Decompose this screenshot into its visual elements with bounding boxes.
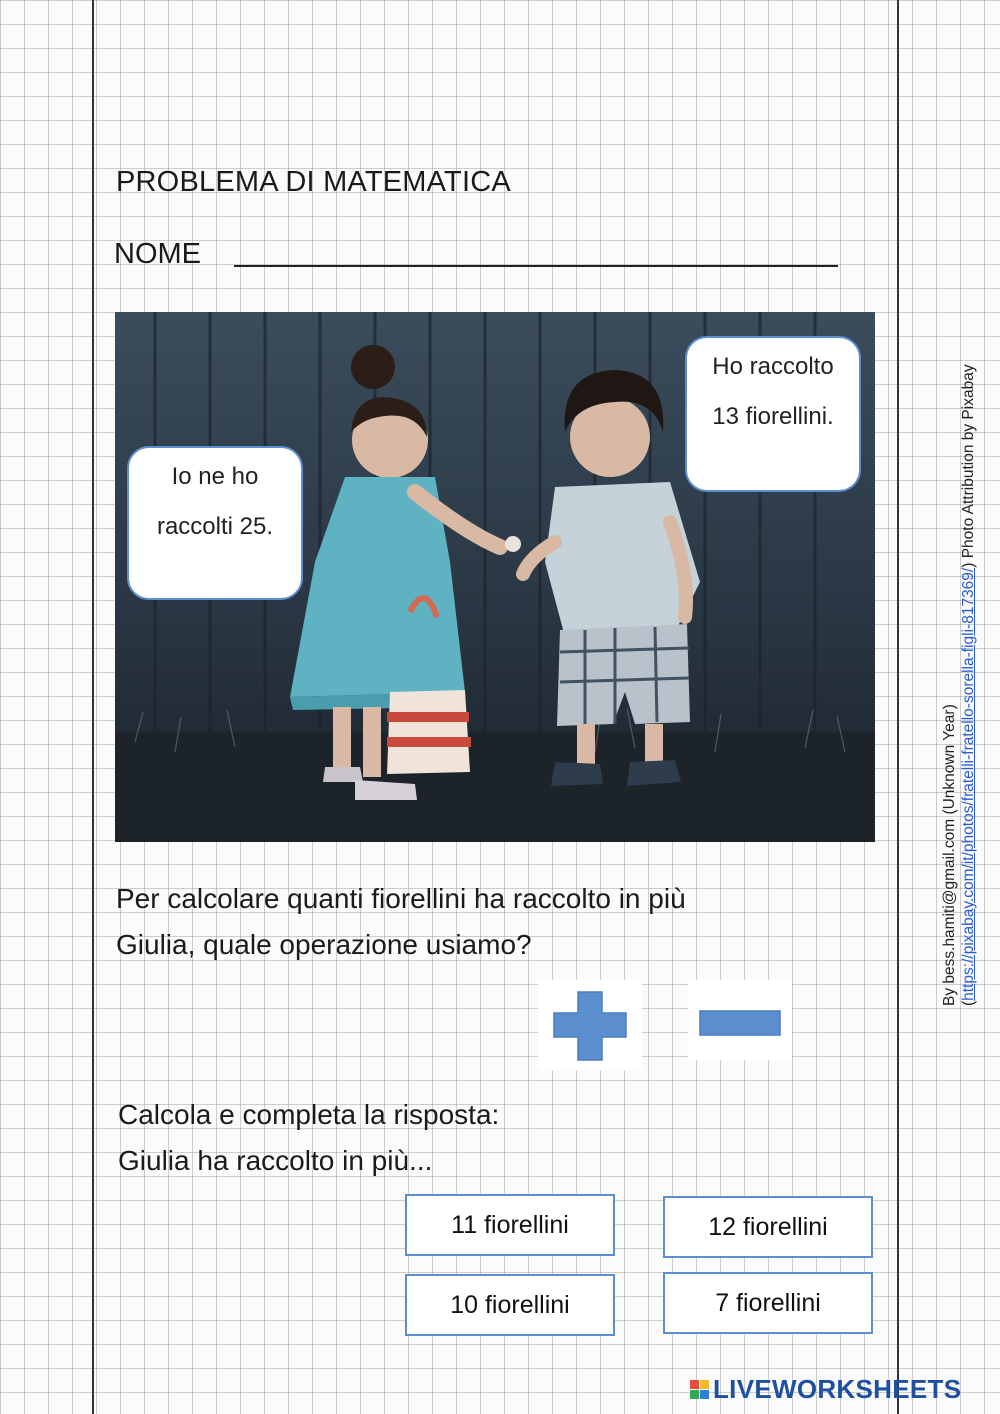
left-margin-line	[92, 0, 94, 1414]
worksheet-title: PROBLEMA DI MATEMATICA	[116, 166, 511, 198]
bubble-girl-line2: raccolti 25.	[156, 513, 274, 540]
question-line2: Giulia, quale operazione usiamo?	[116, 929, 532, 960]
bubble-boy-line2: 13 fiorellini.	[712, 403, 834, 430]
attribution-line2	[959, 166, 978, 1006]
minus-operation-button[interactable]	[688, 980, 792, 1060]
answer-option-12[interactable]: 12 fiorellini	[663, 1196, 873, 1258]
name-label: NOME	[114, 238, 201, 270]
instruction-text	[118, 1092, 499, 1184]
speech-bubble-boy	[685, 336, 861, 492]
photo-children-flowers	[115, 312, 875, 842]
name-input-line[interactable]	[234, 265, 838, 267]
question-line1: Per calcolare quanti fiorellini ha raccolto in più	[116, 883, 686, 914]
attribution-suffix: ) Photo Attribution by Pixabay	[960, 364, 977, 568]
instruction-line1: Calcola e completa la risposta:	[118, 1099, 500, 1130]
speech-bubble-girl	[127, 446, 303, 600]
minus-icon	[688, 980, 792, 1060]
bubble-boy-line1: Ho raccolto	[712, 353, 834, 380]
logo-text: LIVEWORKSHEETS	[713, 1373, 962, 1404]
bubble-girl-line1: Io ne ho	[171, 463, 259, 490]
instruction-line2: Giulia ha raccolto in più...	[118, 1145, 433, 1176]
liveworksheets-logo[interactable]	[690, 1374, 961, 1404]
attribution-line1: By bess.hamiti@gmail.com (Unknown Year)	[941, 704, 958, 1006]
answer-option-7[interactable]: 7 fiorellini	[663, 1272, 873, 1334]
plus-icon	[538, 980, 642, 1070]
right-margin-line	[897, 0, 899, 1414]
photo-attribution	[940, 166, 978, 1006]
plus-operation-button[interactable]	[538, 980, 642, 1070]
question-text	[116, 876, 856, 968]
answer-option-11[interactable]: 11 fiorellini	[405, 1194, 615, 1256]
attribution-link[interactable]: https://pixabay.com/it/photos/fratelli-fratello-sorella-figli-817369/	[960, 567, 977, 1001]
logo-cubes-icon	[690, 1380, 709, 1399]
answer-option-10[interactable]: 10 fiorellini	[405, 1274, 615, 1336]
attribution-paren-open: (	[960, 1000, 977, 1006]
